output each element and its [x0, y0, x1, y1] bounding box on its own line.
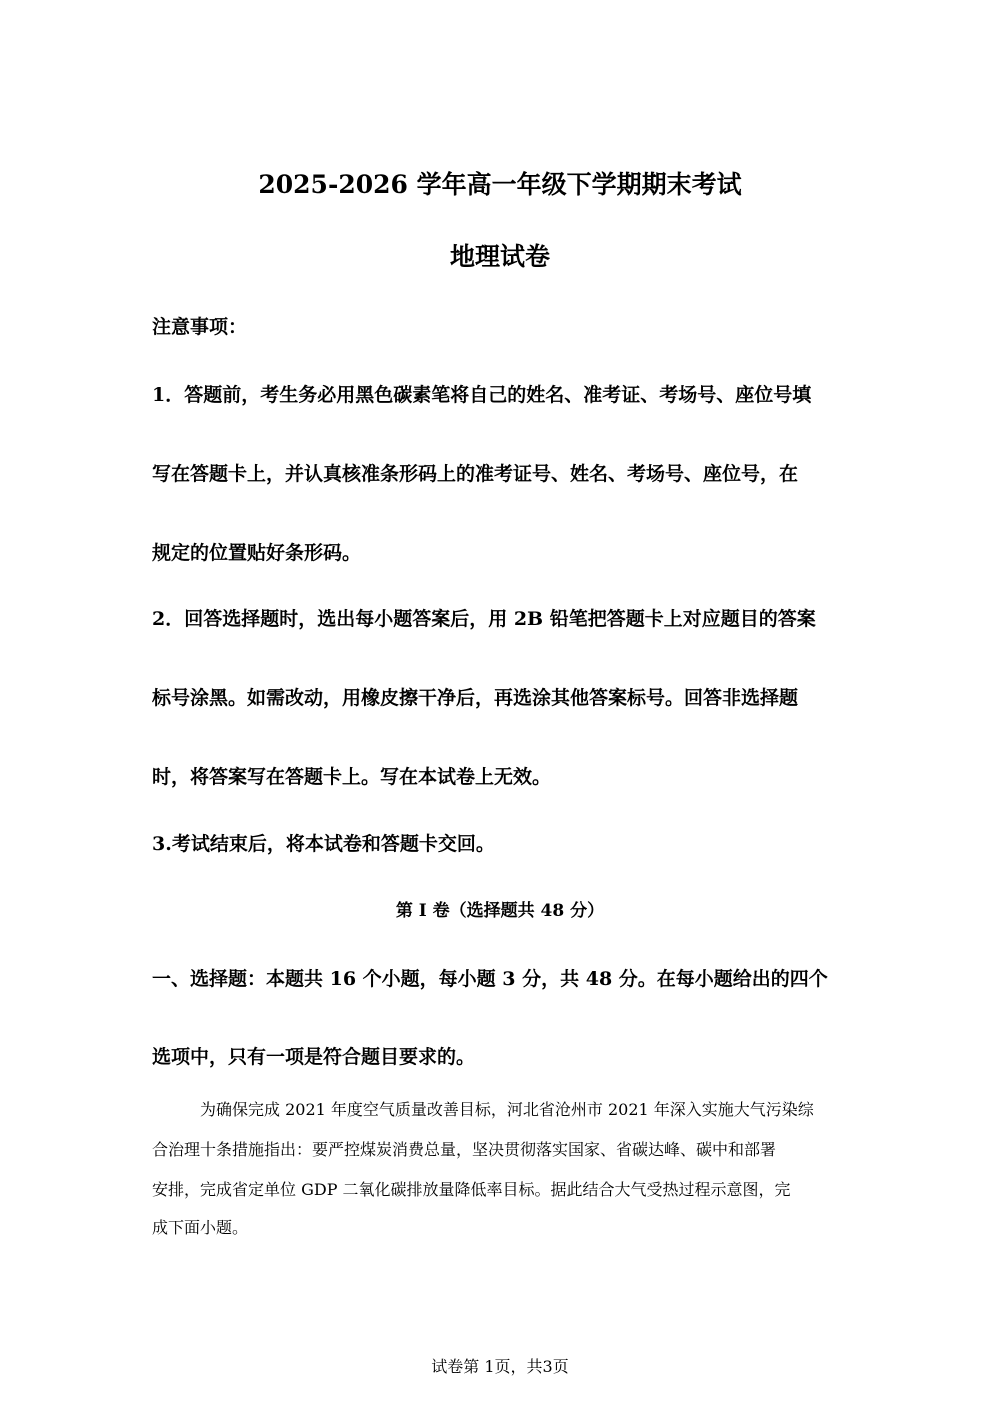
passage-line: 成下面小题。 — [152, 1218, 249, 1237]
notice-line: 时，将答案写在答题卡上。写在本试卷上无效。 — [152, 766, 552, 788]
section-instruction-line: 选项中，只有一项是符合题目要求的。 — [152, 1046, 476, 1068]
subject-title: 地理试卷 — [449, 242, 550, 271]
page-number: 试卷第 1页，共3页 — [431, 1357, 569, 1376]
notice-line: 规定的位置贴好条形码。 — [152, 542, 362, 564]
passage-line: 安排，完成省定单位 GDP 二氧化碳排放量降低率目标。据此结合大气受热过程示意图，完 — [152, 1180, 791, 1199]
notice-line: 1．答题前，考生务必用黑色碳素笔将自己的姓名、准考证、考场号、座位号填 — [152, 384, 812, 406]
notice-line: 写在答题卡上，并认真核准条形码上的准考证号、姓名、考场号、座位号，在 — [152, 463, 799, 485]
notice-line: 3.考试结束后，将本试卷和答题卡交回。 — [152, 833, 495, 855]
exam-title: 2025-2026 学年高一年级下学期期末考试 — [258, 170, 742, 199]
notice-line: 2．回答选择题时，选出每小题答案后，用 2B 铅笔把答题卡上对应题目的答案 — [152, 608, 816, 630]
part-title: 第 I 卷（选择题共 48 分） — [395, 901, 605, 921]
passage-line: 为确保完成 2021 年度空气质量改善目标，河北省沧州市 2021 年深入实施大气污染综 — [200, 1100, 814, 1119]
notice-heading: 注意事项： — [152, 316, 248, 338]
notice-line: 标号涂黑。如需改动，用橡皮擦干净后，再选涂其他答案标号。回答非选择题 — [152, 687, 799, 709]
passage-line: 合治理十条措施指出：要严控煤炭消费总量，坚决贯彻落实国家、省碳达峰、碳中和部署 — [152, 1140, 777, 1159]
section-instruction-line: 一、选择题：本题共 16 个小题，每小题 3 分，共 48 分。在每小题给出的四个 — [152, 968, 828, 990]
